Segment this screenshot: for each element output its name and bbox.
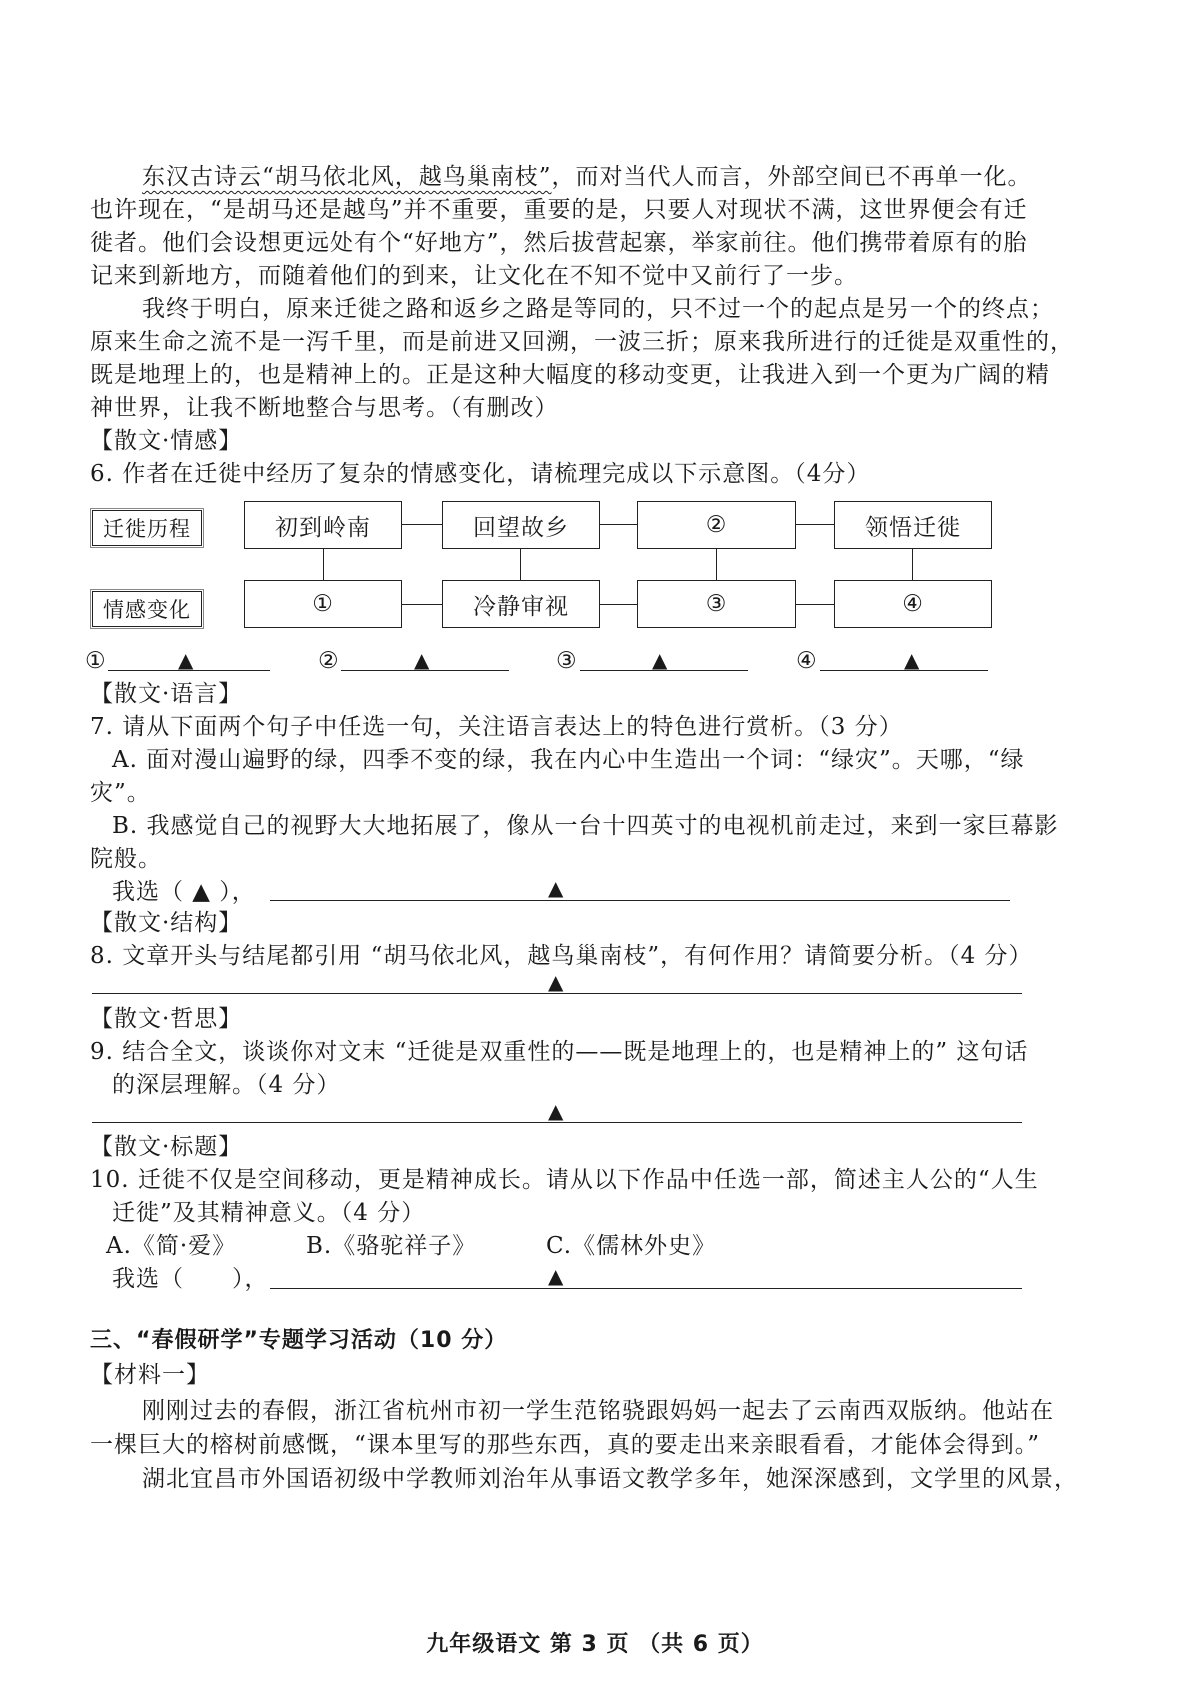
answer-marker: ▲ — [904, 648, 920, 672]
question-7: 7. 请从下面两个句子中任选一句，关注语言表达上的特色进行赏析。（3 分） — [90, 714, 903, 740]
row-label-migration: 迁徙历程 — [92, 510, 202, 546]
answer-marker: ▲ — [414, 648, 430, 672]
passage-line: 东汉古诗云“胡马依北风，越鸟巢南枝”，而对当代人而言，外部空间已不再单一化。 — [142, 164, 1032, 190]
work-option-c: C.《儒林外史》 — [546, 1233, 717, 1259]
answer-marker: ▲ — [548, 1264, 564, 1288]
wavy-underlined-quote: 东汉古诗云“胡马依北风，越鸟巢南枝” — [142, 164, 552, 190]
passage-line: 徙者。他们会设想更远处有个“好地方”，然后拔营起寨，举家前往。他们携带着原有的胎 — [90, 230, 1028, 256]
blank-label: ④ — [796, 648, 817, 674]
choice-label: 我选（ ）， — [112, 1266, 269, 1292]
material-line: 一棵巨大的榕树前感慨，“课本里写的那些东西，真的要走出来亲眼看看，才能体会得到。” — [90, 1432, 1041, 1458]
answer-marker: ▲ — [548, 1099, 564, 1123]
diagram-box-row2-3: ③ — [637, 580, 796, 628]
section-tag: 【散文·结构】 — [90, 910, 243, 936]
passage-line: 我终于明白，原来迁徙之路和返乡之路是等同的，只不过一个的起点是另一个的终点； — [142, 296, 1054, 322]
blank-label: ③ — [556, 648, 577, 674]
question-6: 6. 作者在迁徙中经历了复杂的情感变化，请梳理完成以下示意图。（4分） — [90, 461, 871, 487]
answer-marker: ▲ — [548, 876, 564, 900]
diagram-box-row2-1: ① — [244, 580, 402, 628]
diagram-box-row1-4: 领悟迁徙 — [834, 501, 992, 549]
page-footer: 九年级语文 第 3 页 （共 6 页） — [426, 1632, 764, 1657]
diagram-box-row1-1: 初到岭南 — [244, 501, 402, 549]
choice-label: 我选（ ▲ ）， — [112, 879, 256, 905]
passage-line: 记来到新地方，而随着他们的到来，让文化在不知不觉中又前行了一步。 — [90, 263, 858, 289]
blank-label: ② — [318, 648, 339, 674]
material-tag: 【材料一】 — [90, 1362, 210, 1388]
answer-marker: ▲ — [548, 970, 564, 994]
material-line: 湖北宜昌市外国语初级中学教师刘治年从事语文教学多年，她深深感到，文学里的风景， — [142, 1466, 1078, 1492]
diagram-box-row1-3: ② — [637, 501, 796, 549]
section-tag: 【散文·情感】 — [90, 428, 243, 454]
diagram-box-row2-2: 冷静审视 — [442, 580, 600, 628]
section-tag: 【散文·标题】 — [90, 1134, 243, 1160]
answer-marker: ▲ — [178, 648, 194, 672]
section-tag: 【散文·语言】 — [90, 681, 243, 707]
answer-line-q7[interactable] — [270, 900, 1010, 901]
option-b: B. 我感觉自己的视野大大地拓展了，像从一台十四英寸的电视机前走过，来到一家巨幕影 — [112, 813, 1059, 839]
blank-label: ① — [85, 648, 106, 674]
diagram-box-row1-2: 回望故乡 — [442, 501, 600, 549]
work-option-a: A.《简·爱》 — [106, 1233, 237, 1259]
work-option-b: B.《骆驼祥子》 — [306, 1233, 477, 1259]
question-8: 8. 文章开头与结尾都引用 “胡马依北风，越鸟巢南枝”，有何作用？请简要分析。（4 分） — [90, 943, 1033, 969]
option-b-cont: 院般。 — [90, 846, 162, 872]
question-10: 10. 迁徙不仅是空间移动，更是精神成长。请从以下作品中任选一部，简述主人公的“人生 — [90, 1167, 1039, 1193]
section-tag: 【散文·哲思】 — [90, 1006, 243, 1032]
option-a-cont: 灾”。 — [90, 780, 151, 806]
row-label-emotion: 情感变化 — [92, 591, 202, 627]
passage-line: 既是地理上的，也是精神上的。正是这种大幅度的移动变更，让我进入到一个更为广阔的精 — [90, 362, 1050, 388]
passage-line: 也许现在，“是胡马还是越鸟”并不重要，重要的是，只要人对现状不满，这世界便会有迁 — [90, 197, 1028, 223]
passage-line: 神世界，让我不断地整合与思考。（有删改） — [90, 395, 559, 421]
question-9-cont: 的深层理解。（4 分） — [112, 1072, 341, 1098]
question-10-cont: 迁徙”及其精神意义。（4 分） — [112, 1200, 426, 1226]
diagram-box-row2-4: ④ — [834, 580, 992, 628]
question-9: 9. 结合全文，谈谈你对文末 “迁徙是双重性的——既是地理上的，也是精神上的” 这句话 — [90, 1039, 1029, 1065]
passage-line: 原来生命之流不是一泻千里，而是前进又回溯，一波三折；原来我所进行的迁徙是双重性的， — [90, 329, 1074, 355]
option-a: A. 面对漫山遍野的绿，四季不变的绿，我在内心中生造出一个词：“绿灾”。天哪，“绿 — [112, 747, 1025, 773]
answer-line-q10[interactable] — [270, 1288, 1022, 1289]
answer-marker: ▲ — [652, 648, 668, 672]
section-3-title: 三、“春假研学”专题学习活动（10 分） — [90, 1328, 508, 1353]
material-line: 刚刚过去的春假，浙江省杭州市初一学生范铭骁跟妈妈一起去了云南西双版纳。他站在 — [142, 1398, 1054, 1424]
